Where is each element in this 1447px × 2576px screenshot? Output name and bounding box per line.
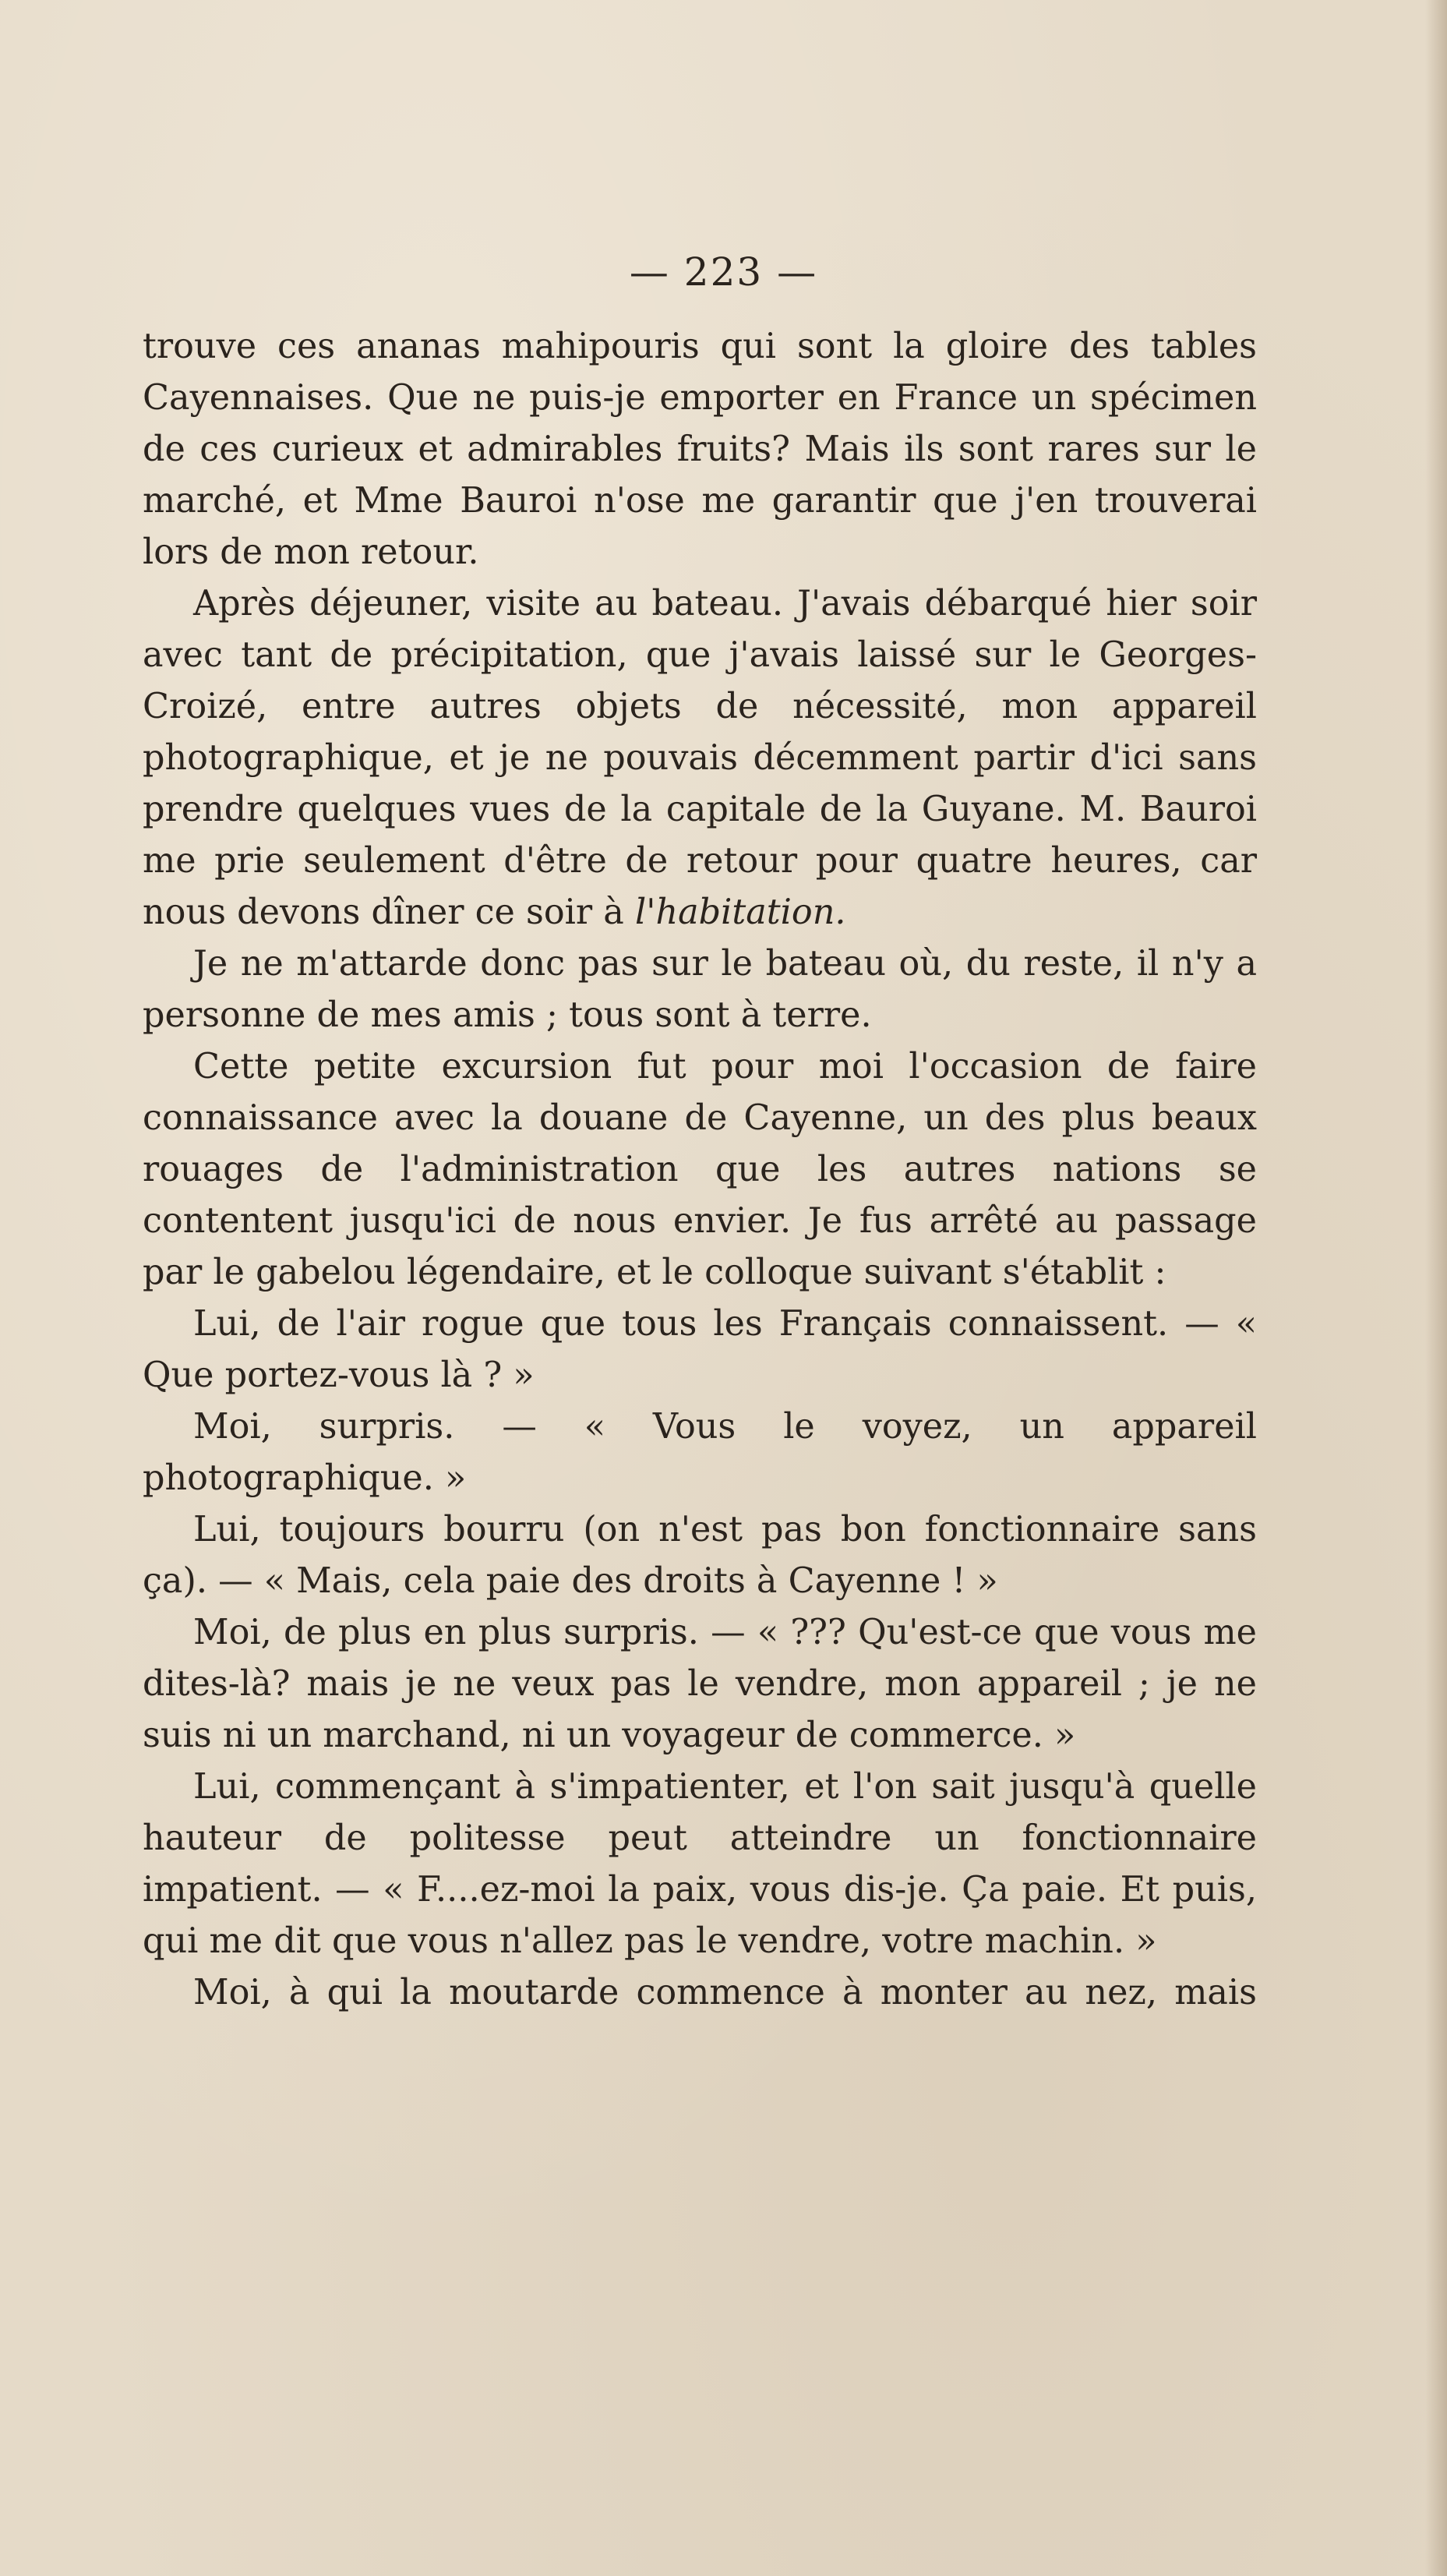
paragraph-visit-text: Après déjeuner, visite au bateau. J'avais débarqué hier soir avec tant de précipitation, que j'avais laissé sur le Georges-Croizé, entre autres objets de nécessité, mon appareil photographique, et je ne pouvais décemment partir d'ici sans prendre quelques vues de la capitale de la Guyane. M. Bauroi me prie seulement d'être de retour pour quatre heures, car nous devons dîner ce soir à — [143, 584, 1257, 932]
body-text — [143, 321, 1257, 2019]
dialogue-line-5: Lui, commençant à s'impatienter, et l'on sait jusqu'à quelle hauteur de politesse peut atteindre un fonctionnaire impatient. — « F....ez-moi la paix, vous dis-je. Ça paie. Et puis, qui me dit que vous n'allez pas le vendre, votre machin. » — [143, 1767, 1257, 1961]
paragraph-continuation: trouve ces ananas mahipouris qui sont la gloire des tables Cayennaises. Que ne puis-je emporter en France un spécimen de ces curieux et admirables fruits? Mais ils sont rares sur le marché, et Mme Bauroi n'ose me garantir que j'en trouverai lors de mon retour. — [143, 327, 1257, 572]
dialogue-line-6: Moi, à qui la moutarde commence à monter au nez, mais — [193, 1973, 1257, 2012]
paragraph-visit-to-boat — [143, 578, 1257, 938]
dialogue-line-4: Moi, de plus en plus surpris. — « ??? Qu'est-ce que vous me dites-là? mais je ne veux pas le vendre, mon appareil ; je ne suis ni un marchand, ni un voyageur de commerce. » — [143, 1613, 1257, 1755]
page-number: — 223 — — [629, 249, 818, 295]
dialogue-line-3: Lui, toujours bourru (on n'est pas bon fonctionnaire sans ça). — « Mais, cela paie des droits à Cayenne ! » — [143, 1510, 1257, 1601]
italic-habitation: l'habitation. — [635, 892, 846, 932]
dialogue-line-2: Moi, surpris. — « Vous le voyez, un appareil photographique. » — [143, 1407, 1257, 1498]
paragraph-no-friends: Je ne m'attarde donc pas sur le bateau où, du reste, il n'y a personne de mes amis ; tous sont à terre. — [143, 944, 1257, 1035]
page-edge-shadow — [1425, 0, 1447, 2576]
paragraph-customs: Cette petite excursion fut pour moi l'occasion de faire connaissance avec la douane de Cayenne, un des plus beaux rouages de l'administration que les autres nations se contentent jusqu'ici de nous envier. Je fus arrêté au passage par le gabelou légendaire, et le colloque suivant s'établit : — [143, 1047, 1257, 1292]
dialogue-line-1: Lui, de l'air rogue que tous les Français connaissent. — « Que portez-vous là ? » — [143, 1304, 1257, 1395]
